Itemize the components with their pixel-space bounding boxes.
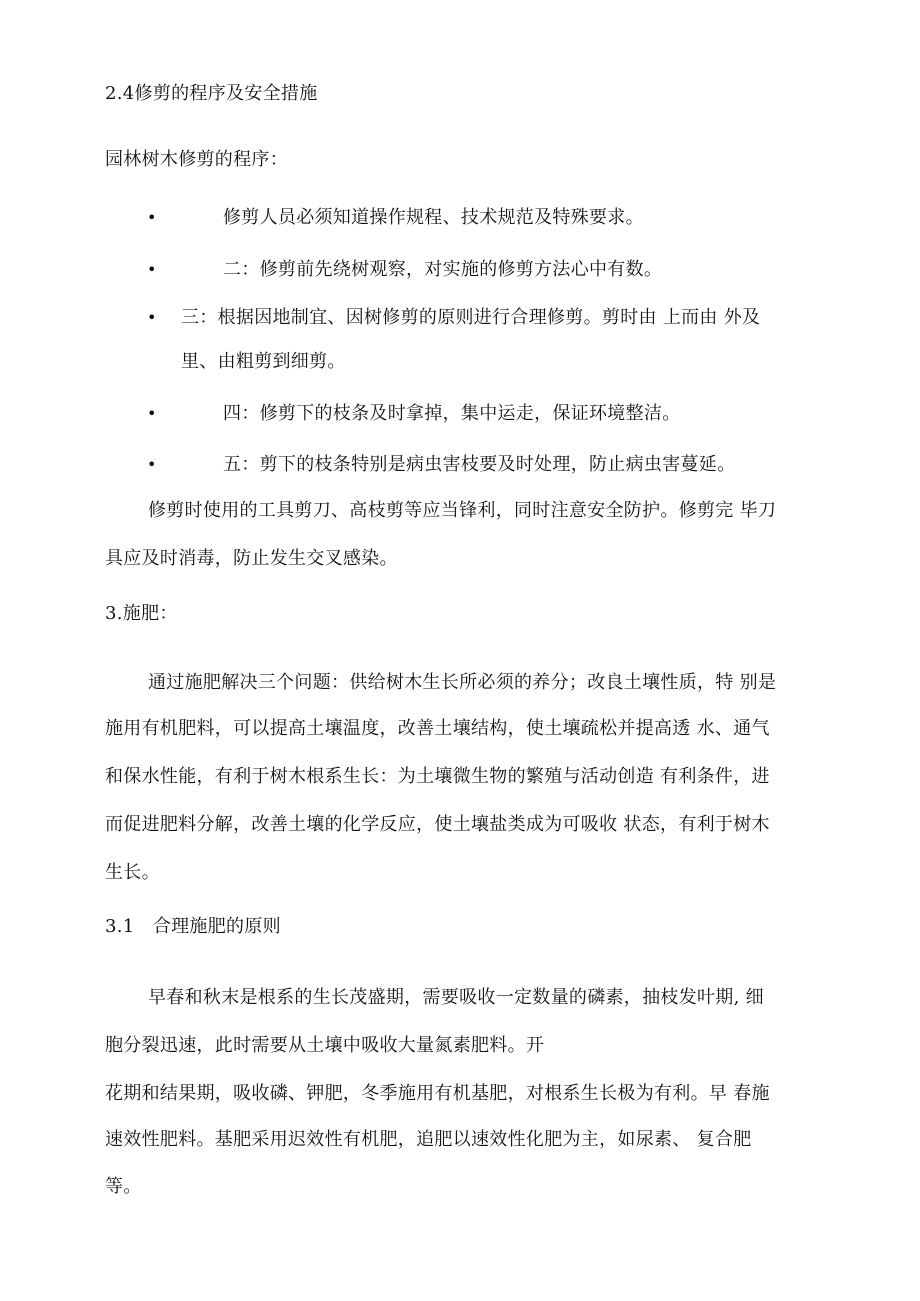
tools-paragraph-line-1: 修剪时使用的工具剪刀、高枝剪等应当锋利，同时注意安全防护。修剪完 毕刀 [148,500,777,521]
step-3: 三：根据因地制宜、因树修剪的原则进行合理修剪。剪时由 上而由 外及 [181,307,761,328]
fertilizing-paragraph-line-1: 通过施肥解决三个问题：供给树木生长所必须的养分；改良土壤性质，特 别是 [148,672,777,693]
principle-paragraph-line-2: 胞分裂迅速，此时需要从土壤中吸收大量氮素肥料。开 [105,1035,545,1056]
step-5: 五：剪下的枝条特别是病虫害枝要及时处理，防止病虫害蔓延。 [223,454,736,475]
step-2: 二：修剪前先绕树观察，对实施的修剪方法心中有数。 [223,259,663,280]
principle-paragraph-line-5: 等。 [105,1176,142,1197]
fertilizing-paragraph-line-5: 生长。 [105,862,160,883]
fertilizing-paragraph-line-3: 和保水性能，有利于树木根系生长：为土壤微生物的繁殖与活动创造 有利条件，进 [105,766,770,787]
section-heading-3-1: 3.1 合理施肥的原则 [105,916,281,937]
principle-paragraph-line-1: 早春和秋末是根系的生长茂盛期，需要吸收一定数量的磷素，抽枝发叶期, 细 [148,987,764,1008]
fertilizing-paragraph-line-2: 施用有机肥料，可以提高土壤温度，改善土壤结构，使土壤疏松并提高透 水、通气 [105,718,770,739]
fertilizing-paragraph-line-4: 而促进肥料分解，改善土壤的化学反应，使土壤盐类成为可吸收 状态，有利于树木 [105,814,770,835]
step-3-continued: 里、由粗剪到细剪。 [181,351,346,372]
bullet-5: • [147,455,157,474]
principle-paragraph-line-4: 速效性肥料。基肥采用迟效性有机肥，追肥以速效性化肥为主，如尿素、 复合肥 [105,1129,752,1150]
bullet-4: • [147,404,157,423]
step-1: 修剪人员必须知道操作规程、技术规范及特殊要求。 [223,207,644,228]
section-heading-3: 3.施肥： [105,603,178,624]
procedure-intro: 园林树木修剪的程序： [105,149,288,170]
bullet-2: • [147,260,157,279]
bullet-3: • [147,308,157,327]
step-4: 四：修剪下的枝条及时拿掉，集中运走，保证环境整洁。 [223,403,681,424]
bullet-1: • [147,208,157,227]
tools-paragraph-line-2: 具应及时消毒，防止发生交叉感染。 [105,548,398,569]
principle-paragraph-line-3: 花期和结果期，吸收磷、钾肥，冬季施用有机基肥，对根系生长极为有利。早 春施 [105,1083,770,1104]
section-heading-2-4: 2.4修剪的程序及安全措施 [105,83,318,104]
